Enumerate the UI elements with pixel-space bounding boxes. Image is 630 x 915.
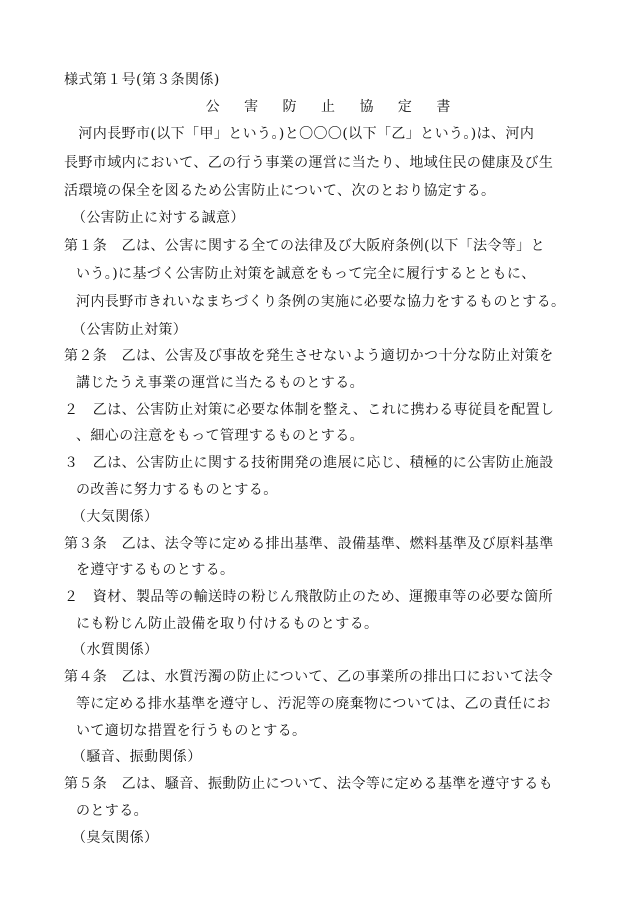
article-line: いて適切な措置を行うものとする。 [76,723,307,739]
document-title: 公 害 防 止 協 定 書 [205,99,461,115]
article-heading: （臭気関係） [72,830,159,846]
form-label: 様式第１号(第３条関係) [64,72,220,88]
article-heading: （水質関係） [72,642,159,658]
article-line: ２ 資材、製品等の輸送時の粉じん飛散防止のため、運搬車等の必要な箇所 [64,589,554,605]
preamble-line: 活環境の保全を図るため公害防止について、次のとおり協定する。 [64,183,496,199]
article-line: を遵守するものとする。 [76,562,235,578]
article-line: 第２条 乙は、公害及び事故を発生させないよう適切かつ十分な防止対策を [64,348,554,364]
article-heading: （公害防止に対する誠意） [72,210,245,226]
article-line: 第４条 乙は、水質汚濁の防止について、乙の事業所の排出口において法令 [64,669,554,685]
article-line: ２ 乙は、公害防止対策に必要な体制を整え、これに携わる専従員を配置し [64,402,555,418]
article-line: 第１条 乙は、公害に関する全ての法律及び大阪府条例(以下「法令等」と [64,238,546,254]
article-heading: （大気関係） [72,509,159,525]
article-heading: （騒音、振動関係） [72,749,202,765]
article-heading: （公害防止対策） [72,322,188,338]
article-line: 等に定める排水基準を遵守し、汚泥等の廃棄物については、乙の責任にお [76,696,551,712]
article-line: 講じたうえ事業の運営に当たるものとする。 [76,375,364,391]
article-line: 、細心の注意をもって管理するものとする。 [76,428,364,444]
article-line: のとする。 [76,803,148,819]
article-line: にも粉じん防止設備を取り付けるものとする。 [76,616,379,632]
article-line: 第３条 乙は、法令等に定める排出基準、設備基準、燃料基準及び原料基準 [64,536,554,552]
preamble-line: 河内長野市(以下「甲」という。)と〇〇〇(以下「乙」という。)は、河内 [64,126,535,142]
article-line: ３ 乙は、公害防止に関する技術開発の進展に応じ、積極的に公害防止施設 [64,455,554,471]
preamble-line: 長野市域内において、乙の行う事業の運営に当たり、地域住民の健康及び生 [64,155,554,171]
article-line: 河内長野市きれいなまちづくり条例の実施に必要な協力をするものとする。 [76,294,566,310]
article-line: の改善に努力するものとする。 [76,482,278,498]
article-line: 第５条 乙は、騒音、振動防止について、法令等に定める基準を遵守するも [64,776,554,792]
article-line: いう。)に基づく公害防止対策を誠意をもって完全に履行するとともに、 [76,266,536,282]
